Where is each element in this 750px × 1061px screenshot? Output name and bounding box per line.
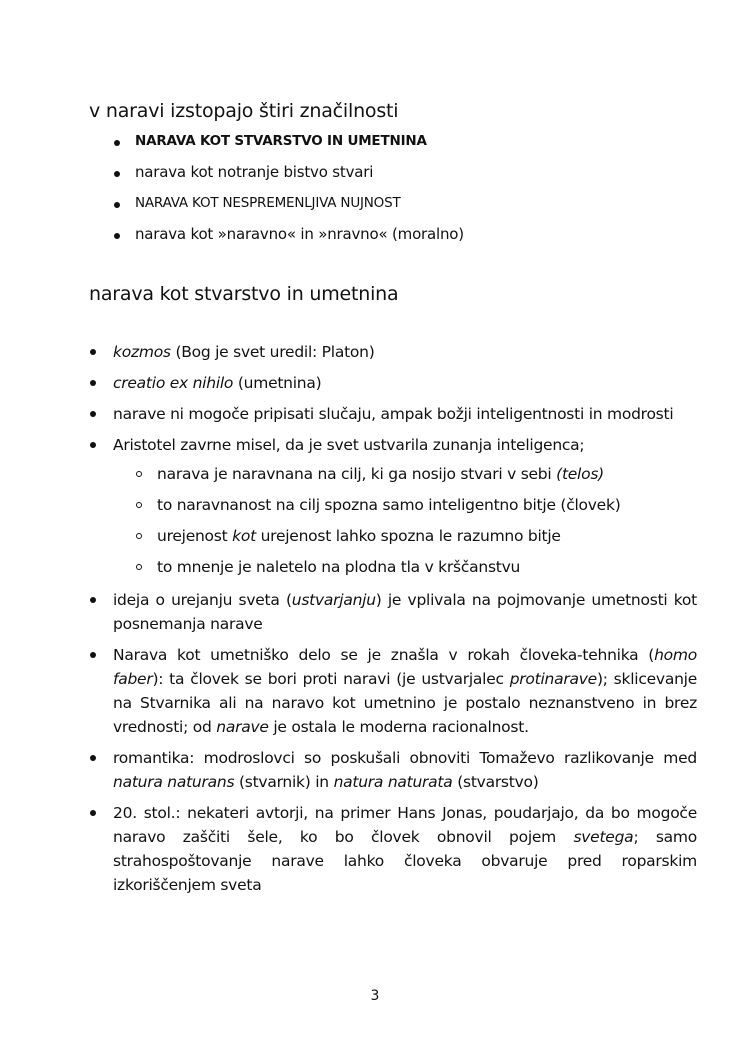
- text-run: (stvarstvo): [452, 773, 539, 791]
- text-run: ) je vplivala na pojmovanje umetnosti kot posnemanja narave: [113, 591, 697, 633]
- sub-list-item-text: [157, 464, 604, 484]
- italic-term: natura naturata: [333, 773, 453, 791]
- bullet-icon: [90, 380, 96, 386]
- bullet-icon: [90, 349, 96, 355]
- text-run: (Bog je svet uredil: Platon): [170, 343, 375, 361]
- list-item-text: [113, 746, 697, 794]
- list-item: [0, 643, 750, 739]
- text-run: romantika: modroslovci so poskušali obnoviti Tomaževo razlikovanje med: [113, 749, 697, 767]
- sub-list-item: [0, 557, 750, 581]
- text-run: 20. stol.: nekateri avtorji, na primer Hans Jonas, poudarjajo, da bo mogoče naravo zaščiti šele, ko bo človek obnovil pojem: [113, 804, 697, 846]
- text-run: je ostala le moderna racionalnost.: [268, 718, 529, 736]
- italic-term: (telos): [556, 465, 604, 483]
- text-run: urejenost lahko spozna le razumno bitje: [255, 527, 561, 545]
- circle-bullet-icon: [136, 533, 142, 539]
- text-run: ideja o urejanju sveta (: [113, 591, 292, 609]
- list-item-text: [113, 340, 697, 364]
- list-item-text: narave ni mogoče pripisati slučaju, ampak božji inteligentnosti in modrosti: [113, 405, 674, 423]
- bullet-icon: [90, 597, 96, 603]
- bullet-icon: [114, 171, 120, 177]
- list-item: [0, 402, 750, 433]
- italic-term: kot: [232, 527, 256, 545]
- section-heading: narava kot stvarstvo in umetnina: [89, 283, 399, 305]
- bullet-icon: [114, 140, 120, 146]
- italic-term: narave: [216, 718, 269, 736]
- text-run: ); sklicevanje na Stvarnika ali na naravo kot umetnino je postalo neznanstveno in brez vrednosti; od: [113, 670, 697, 736]
- italic-term: protinarave: [509, 670, 597, 688]
- circle-bullet-icon: [136, 502, 142, 508]
- bullet-icon: [114, 233, 120, 239]
- bullet-icon: [114, 202, 120, 208]
- sub-list-item-text: [157, 526, 561, 546]
- sub-list-item-text: to naravnanost na cilj spozna samo inteligentno bitje (človek): [157, 496, 621, 514]
- bullet-icon: [90, 810, 96, 816]
- list-item: [0, 340, 750, 371]
- text-run: ): ta človek se bori proti naravi (je ustvarjalec: [152, 670, 510, 688]
- main-bullet-list: [0, 340, 750, 897]
- text-run: urejenost: [157, 527, 233, 545]
- text-run: (stvarnik) in: [234, 773, 334, 791]
- intro-item: [0, 132, 750, 163]
- bullet-icon: [90, 442, 96, 448]
- sub-list-item: [0, 464, 750, 495]
- intro-item-text: narava kot notranje bistvo stvari: [135, 163, 374, 181]
- intro-item-text: NARAVA KOT STVARSTVO IN UMETNINA: [135, 133, 427, 149]
- circle-bullet-icon: [136, 564, 142, 570]
- sub-list-item: [0, 495, 750, 526]
- italic-term: ustvarjanju: [291, 591, 376, 609]
- sub-list-item: [0, 526, 750, 557]
- italic-term: natura naturans: [113, 773, 235, 791]
- page-number: 3: [370, 988, 380, 1004]
- list-item: [0, 746, 750, 794]
- italic-term: creatio ex nihilo: [113, 374, 234, 392]
- italic-term: kozmos: [113, 343, 171, 361]
- intro-item: [0, 194, 750, 225]
- text-run: (umetnina): [233, 374, 322, 392]
- intro-list: [0, 132, 750, 256]
- bullet-icon: [90, 652, 96, 658]
- list-item-text: [113, 371, 697, 395]
- intro-item-text: narava kot »naravno« in »nravno« (moralno): [135, 225, 464, 243]
- list-item-text: Aristotel zavrne misel, da je svet ustvarila zunanja inteligenca;: [113, 436, 585, 454]
- intro-item-text: NARAVA KOT NESPREMENLJIVA NUJNOST: [135, 195, 401, 211]
- list-item-text: [113, 643, 697, 739]
- text-run: Narava kot umetniško delo se je znašla v rokah človeka-tehnika (: [113, 646, 655, 664]
- italic-term: homo faber: [113, 646, 697, 688]
- bullet-icon: [90, 411, 96, 417]
- circle-bullet-icon: [136, 471, 142, 477]
- list-item: [0, 371, 750, 402]
- sub-list-item-text: to mnenje je naletelo na plodna tla v krščanstvu: [157, 558, 521, 576]
- bullet-icon: [90, 755, 96, 761]
- italic-term: svetega: [573, 828, 634, 846]
- intro-item: [0, 225, 750, 256]
- list-item-text: [113, 588, 697, 636]
- list-item-text: [113, 801, 697, 897]
- sub-list: [0, 464, 750, 581]
- intro-item: [0, 163, 750, 194]
- intro-heading: v naravi izstopajo štiri značilnosti: [89, 100, 399, 122]
- list-item: [0, 801, 750, 897]
- list-item: [0, 588, 750, 636]
- text-run: narava je naravnana na cilj, ki ga nosijo stvari v sebi: [157, 465, 557, 483]
- list-item: [0, 433, 750, 581]
- text-run: ; samo strahospoštovanje narave lahko človeka obvaruje pred roparskim izkoriščenjem sveta: [113, 828, 697, 894]
